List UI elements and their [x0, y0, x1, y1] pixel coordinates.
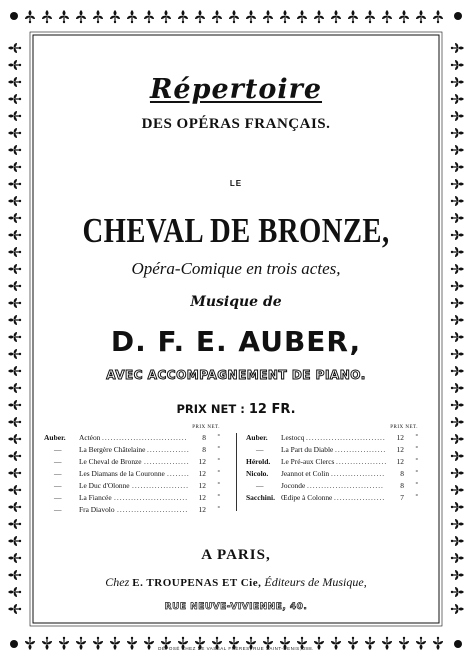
catalog-composer: —: [256, 445, 264, 454]
dot-leader: ............................: [306, 433, 386, 442]
fleuron-ornament: [8, 111, 21, 121]
catalog-composer: Hérold.: [246, 457, 271, 466]
fleuron-ornament: [229, 10, 239, 23]
fleuron-ornament: [8, 434, 21, 444]
fleuron-ornament: [451, 111, 464, 121]
accompaniment-line: AVEC ACCOMPAGNEMENT DE PIANO.: [106, 368, 366, 382]
dot-leader: .........................: [117, 505, 189, 514]
catalog-composer: Auber.: [246, 433, 268, 442]
fleuron-ornament: [110, 10, 120, 23]
catalog-composer: —: [54, 481, 62, 490]
dot-leader: ....................: [132, 481, 189, 490]
fleuron-ornament: [451, 519, 464, 529]
fleuron-ornament: [451, 604, 464, 614]
fleuron-ornament: [212, 10, 222, 23]
fleuron-ornament: [8, 451, 21, 461]
fleuron-ornament: [246, 10, 256, 23]
fleuron-ornament: [8, 247, 21, 257]
catalog-row: [44, 493, 224, 505]
fleuron-ornament: [8, 349, 21, 359]
catalog-price: 12: [198, 481, 206, 490]
fleuron-ornament: [451, 536, 464, 546]
fleuron-ornament: [8, 213, 21, 223]
catalog-title: Les Diamans de la Couronne: [79, 469, 165, 478]
fleuron-ornament: [451, 349, 464, 359]
article-le: LE: [229, 179, 243, 188]
catalog-composer: —: [54, 445, 62, 454]
dot-leader: ................: [144, 457, 190, 466]
fleuron-ornament: [451, 213, 464, 223]
fleuron-ornament: [8, 536, 21, 546]
fleuron-ornament: [8, 417, 21, 427]
fleuron-ornament: [93, 10, 103, 23]
fleuron-ornament: [8, 553, 21, 563]
fleuron-ornament: [144, 10, 154, 23]
catalog-composer: —: [256, 481, 264, 490]
corner-ornament: [10, 12, 18, 20]
fleuron-ornament: [8, 145, 21, 155]
fleuron-ornament: [8, 366, 21, 376]
fleuron-ornament: [451, 587, 464, 597]
catalog-unit: »: [415, 457, 418, 462]
fleuron-ornament: [8, 485, 21, 495]
catalog-row: [246, 433, 422, 445]
fleuron-ornament: [451, 179, 464, 189]
catalog-composer: —: [54, 469, 62, 478]
fleuron-ornament: [451, 281, 464, 291]
catalog-title: La Bergère Châtelaine: [79, 445, 146, 454]
catalog-title: La Part du Diable: [281, 445, 334, 454]
catalog-unit: »: [217, 457, 220, 462]
catalog-composer: Nicolo.: [246, 469, 269, 478]
catalog-price: 12: [198, 469, 206, 478]
catalog-price: 8: [400, 481, 404, 490]
composer-name: D. F. E. AUBER,: [110, 325, 362, 358]
des-operas-heading: DES OPÉRAS FRANÇAIS.: [141, 116, 331, 132]
catalog-row: [246, 445, 422, 457]
catalog-unit: »: [217, 433, 220, 438]
fleuron-ornament: [8, 400, 21, 410]
fleuron-ornament: [8, 162, 21, 172]
catalog-title: Joconde: [281, 481, 306, 490]
fleuron-ornament: [451, 264, 464, 274]
catalog-price: 8: [202, 445, 206, 454]
catalog-row: [44, 433, 224, 445]
catalog-unit: »: [415, 433, 418, 438]
publisher-name: E. TROUPENAS ET Cie,: [132, 577, 262, 589]
catalog-unit: »: [415, 481, 418, 486]
musique-de-line: Musique de: [190, 294, 282, 310]
fleuron-ornament: [8, 94, 21, 104]
fleuron-ornament: [25, 10, 35, 23]
fleuron-ornament: [42, 10, 52, 23]
fleuron-ornament: [8, 298, 21, 308]
catalog-title: Le Cheval de Bronze: [79, 457, 142, 466]
fleuron-ornament: [8, 468, 21, 478]
catalog-composer: Sacchini.: [246, 493, 275, 502]
fleuron-ornament: [451, 145, 464, 155]
dot-leader: ..................: [336, 457, 388, 466]
dot-leader: ..................: [335, 445, 387, 454]
fleuron-ornament: [297, 10, 307, 23]
publisher-address: RUE NEUVE-VIVIENNE, 40.: [164, 602, 308, 612]
fleuron-ornament: [451, 502, 464, 512]
fleuron-ornament: [8, 230, 21, 240]
fleuron-ornament: [451, 247, 464, 257]
catalog-price: 7: [400, 493, 404, 502]
fleuron-ornament: [451, 298, 464, 308]
dot-leader: ...........................: [307, 481, 384, 490]
repertoire-heading: Répertoire: [149, 74, 323, 105]
fleuron-ornament: [8, 281, 21, 291]
catalog-row: [246, 481, 422, 493]
corner-ornament: [454, 12, 462, 20]
price-label: PRIX NET :: [176, 402, 245, 416]
fleuron-ornament: [8, 60, 21, 70]
dot-leader: ...............: [147, 445, 190, 454]
fleuron-ornament: [161, 10, 171, 23]
catalog-row: [246, 493, 422, 505]
fleuron-ornament: [59, 10, 69, 23]
fleuron-ornament: [451, 162, 464, 172]
catalog-unit: »: [217, 493, 220, 498]
price-value: 12 FR.: [248, 402, 296, 417]
catalog-unit: »: [217, 505, 220, 510]
fleuron-ornament: [8, 604, 21, 614]
fleuron-ornament: [399, 10, 409, 23]
fleuron-ornament: [451, 468, 464, 478]
fleuron-ornament: [451, 434, 464, 444]
dot-leader: ..................: [334, 493, 386, 502]
fleuron-ornament: [451, 400, 464, 410]
fleuron-ornament: [416, 10, 426, 23]
fleuron-ornament: [382, 10, 392, 23]
dot-leader: ........: [167, 469, 190, 478]
fleuron-ornament: [451, 128, 464, 138]
catalog-price: 12: [198, 457, 206, 466]
fleuron-ornament: [314, 10, 324, 23]
publisher-line: [36, 575, 436, 590]
fleuron-ornament: [8, 43, 21, 53]
fleuron-ornament: [451, 366, 464, 376]
dot-leader: ..............................: [102, 433, 188, 442]
catalog-unit: »: [415, 493, 418, 498]
fleuron-ornament: [8, 128, 21, 138]
fleuron-ornament: [178, 10, 188, 23]
fleuron-ornament: [8, 196, 21, 206]
fleuron-ornament: [451, 451, 464, 461]
catalog-title: Œdipe à Colonne: [281, 493, 333, 502]
catalog-row: [44, 445, 224, 457]
catalog-price: 12: [396, 457, 404, 466]
fleuron-ornament: [8, 315, 21, 325]
catalog-title: Lestocq: [281, 433, 305, 442]
fleuron-ornament: [8, 179, 21, 189]
catalog-unit: »: [415, 445, 418, 450]
fleuron-ornament: [451, 43, 464, 53]
fleuron-ornament: [8, 502, 21, 512]
catalog-row: [44, 481, 224, 493]
catalog-unit: »: [217, 481, 220, 486]
catalog-title: Fra Diavolo: [79, 505, 115, 514]
fleuron-ornament: [365, 10, 375, 23]
deposit-footer: DÉPOSÉ CHEZ DE VASSAL FRÈRES, RUE SAINT-DENIS, 288.: [158, 646, 314, 651]
catalog-unit: »: [415, 469, 418, 474]
fleuron-ornament: [195, 10, 205, 23]
catalog-price: 12: [198, 493, 206, 502]
fleuron-ornament: [451, 383, 464, 393]
fleuron-ornament: [451, 196, 464, 206]
publisher-city: A PARIS,: [201, 547, 271, 563]
fleuron-ornament: [8, 519, 21, 529]
fleuron-ornament: [451, 570, 464, 580]
chez-label: Chez: [105, 575, 130, 589]
catalog-composer: Auber.: [44, 433, 66, 442]
catalog-price: 12: [198, 505, 206, 514]
catalog-title: Le Pré-aux Clercs: [281, 457, 335, 466]
catalog-composer: —: [54, 457, 62, 466]
prix-net-header-left: PRIX NET.: [192, 425, 220, 430]
catalog-row: [246, 457, 422, 469]
fleuron-ornament: [451, 485, 464, 495]
fleuron-ornament: [451, 77, 464, 87]
dot-leader: ...................: [331, 469, 386, 478]
fleuron-ornament: [8, 77, 21, 87]
prix-net-header-right: PRIX NET.: [390, 425, 418, 430]
catalog-unit: »: [217, 445, 220, 450]
catalog-row: [44, 505, 224, 517]
price-line: [36, 402, 436, 417]
catalog-price: 12: [396, 445, 404, 454]
catalog-row: [246, 469, 422, 481]
fleuron-ornament: [8, 587, 21, 597]
fleuron-ornament: [8, 570, 21, 580]
fleuron-ornament: [451, 230, 464, 240]
catalog-composer: —: [54, 505, 62, 514]
dot-leader: ..........................: [114, 493, 189, 502]
fleuron-ornament: [451, 417, 464, 427]
fleuron-ornament: [8, 383, 21, 393]
fleuron-ornament: [263, 10, 273, 23]
fleuron-ornament: [280, 10, 290, 23]
catalog-title: Actéon: [79, 433, 101, 442]
fleuron-ornament: [451, 315, 464, 325]
fleuron-ornament: [127, 10, 137, 23]
fleuron-ornament: [451, 332, 464, 342]
fleuron-ornament: [433, 10, 443, 23]
catalog-title: Le Duc d'Olonne: [79, 481, 130, 490]
fleuron-ornament: [451, 94, 464, 104]
catalog-title: La Fiancée: [79, 493, 112, 502]
catalog-title: Jeannot et Colin: [281, 469, 330, 478]
genre-line: Opéra-Comique en trois actes,: [131, 259, 341, 278]
catalog-price: 8: [400, 469, 404, 478]
fleuron-ornament: [76, 10, 86, 23]
fleuron-ornament: [348, 10, 358, 23]
catalog-price: 12: [396, 433, 404, 442]
editeurs-label: Éditeurs de Musique,: [264, 575, 367, 589]
catalog-row: [44, 469, 224, 481]
column-divider: [236, 433, 237, 511]
catalog-price: 8: [202, 433, 206, 442]
fleuron-ornament: [8, 332, 21, 342]
fleuron-ornament: [331, 10, 341, 23]
fleuron-ornament: [8, 264, 21, 274]
catalog-unit: »: [217, 469, 220, 474]
work-title: CHEVAL DE BRONZE,: [82, 211, 390, 250]
fleuron-ornament: [451, 553, 464, 563]
content-area: [36, 38, 436, 620]
fleuron-ornament: [451, 60, 464, 70]
catalog-row: [44, 457, 224, 469]
catalog-composer: —: [54, 493, 62, 502]
